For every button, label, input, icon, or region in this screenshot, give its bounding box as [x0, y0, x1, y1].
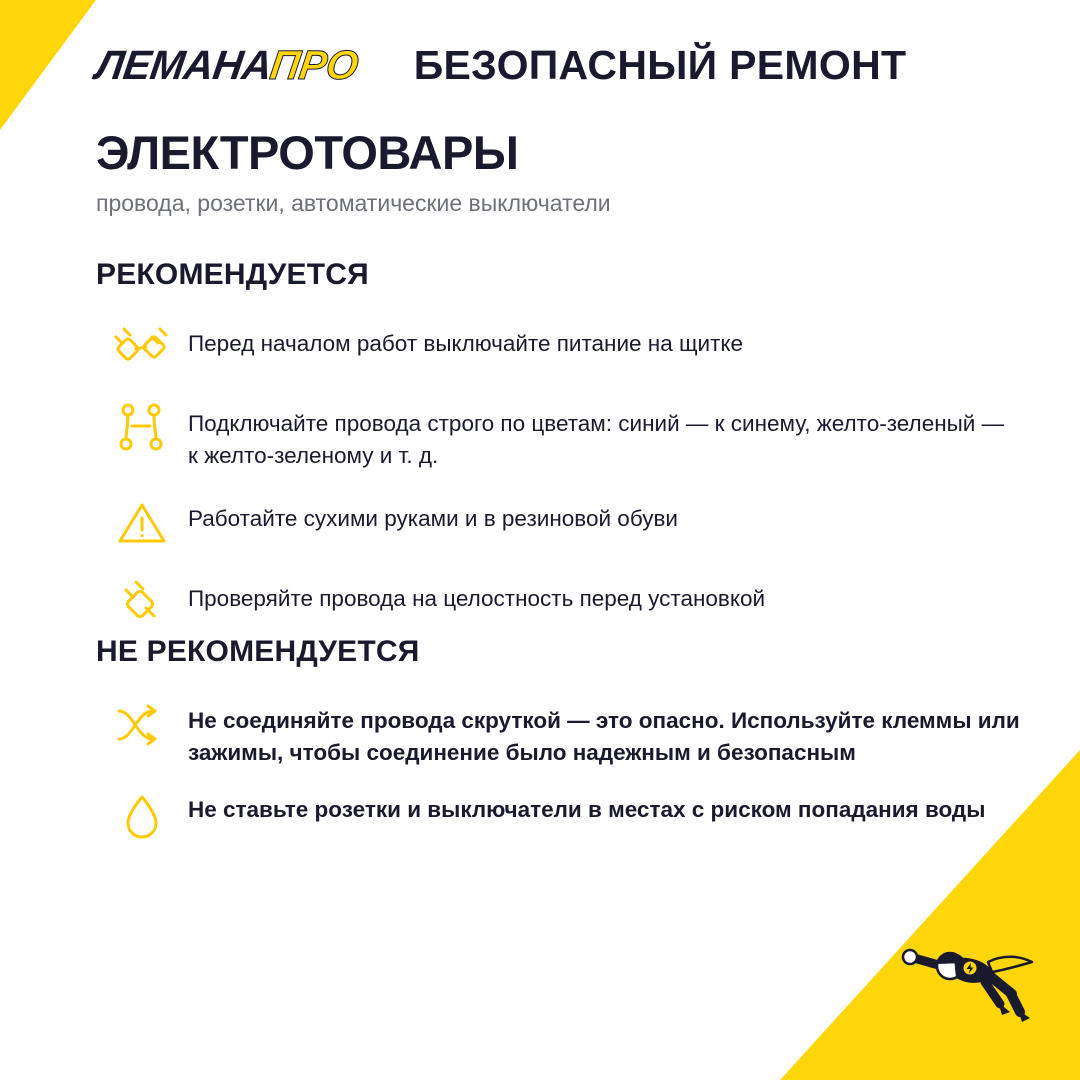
list-item — [96, 320, 1020, 376]
title-block — [96, 126, 1020, 217]
section-recommended — [96, 258, 1020, 655]
warning-triangle-icon — [96, 495, 188, 551]
flying-worker-mascot — [892, 916, 1042, 1036]
section-not-recommended-heading: НЕ РЕКОМЕНДУЕТСЯ — [96, 635, 420, 668]
list-item-text: Проверяйте провода на целостность перед установкой — [188, 586, 766, 611]
section-recommended-heading: РЕКОМЕНДУЕТСЯ — [96, 258, 369, 291]
list-item — [96, 400, 1020, 471]
list-item-text: Перед началом работ выключайте питание на щитке — [188, 331, 743, 356]
brand-name-main: ЛЕМАНА — [92, 42, 274, 88]
campaign-title: БЕЗОПАСНЫЙ РЕМОНТ — [413, 42, 907, 88]
list-item-text: Не соединяйте провода скруткой — это опасно. Используйте клеммы или зажимы, чтобы соединение было надежным и безопасным — [188, 708, 1020, 765]
brand-name-accent: ПРО — [267, 42, 362, 88]
brand-logo — [93, 42, 361, 89]
list-item-text: Работайте сухими руками и в резиновой обуви — [188, 506, 678, 531]
top-left-corner-decoration — [0, 0, 96, 130]
list-item — [96, 495, 1020, 551]
plug-connect-icon — [96, 320, 188, 376]
plug-check-icon — [96, 575, 188, 631]
list-item — [96, 575, 1020, 631]
header — [92, 42, 1020, 89]
page-subtitle: провода, розетки, автоматические выключатели — [96, 190, 611, 217]
wires-colors-icon — [96, 400, 188, 456]
list-item — [96, 786, 1020, 848]
crossed-wires-icon — [96, 697, 188, 759]
list-item — [96, 697, 1020, 768]
list-item-text: Не ставьте розетки и выключатели в местах с риском попадания воды — [188, 797, 986, 822]
list-item-text: Подключайте провода строго по цветам: синий — к синему, желто-зеленый — к желто-зеленому и т. д. — [188, 411, 1005, 468]
water-drop-icon — [96, 786, 188, 848]
page-title: ЭЛЕКТРОТОВАРЫ — [96, 126, 519, 179]
section-not-recommended — [96, 635, 1020, 866]
